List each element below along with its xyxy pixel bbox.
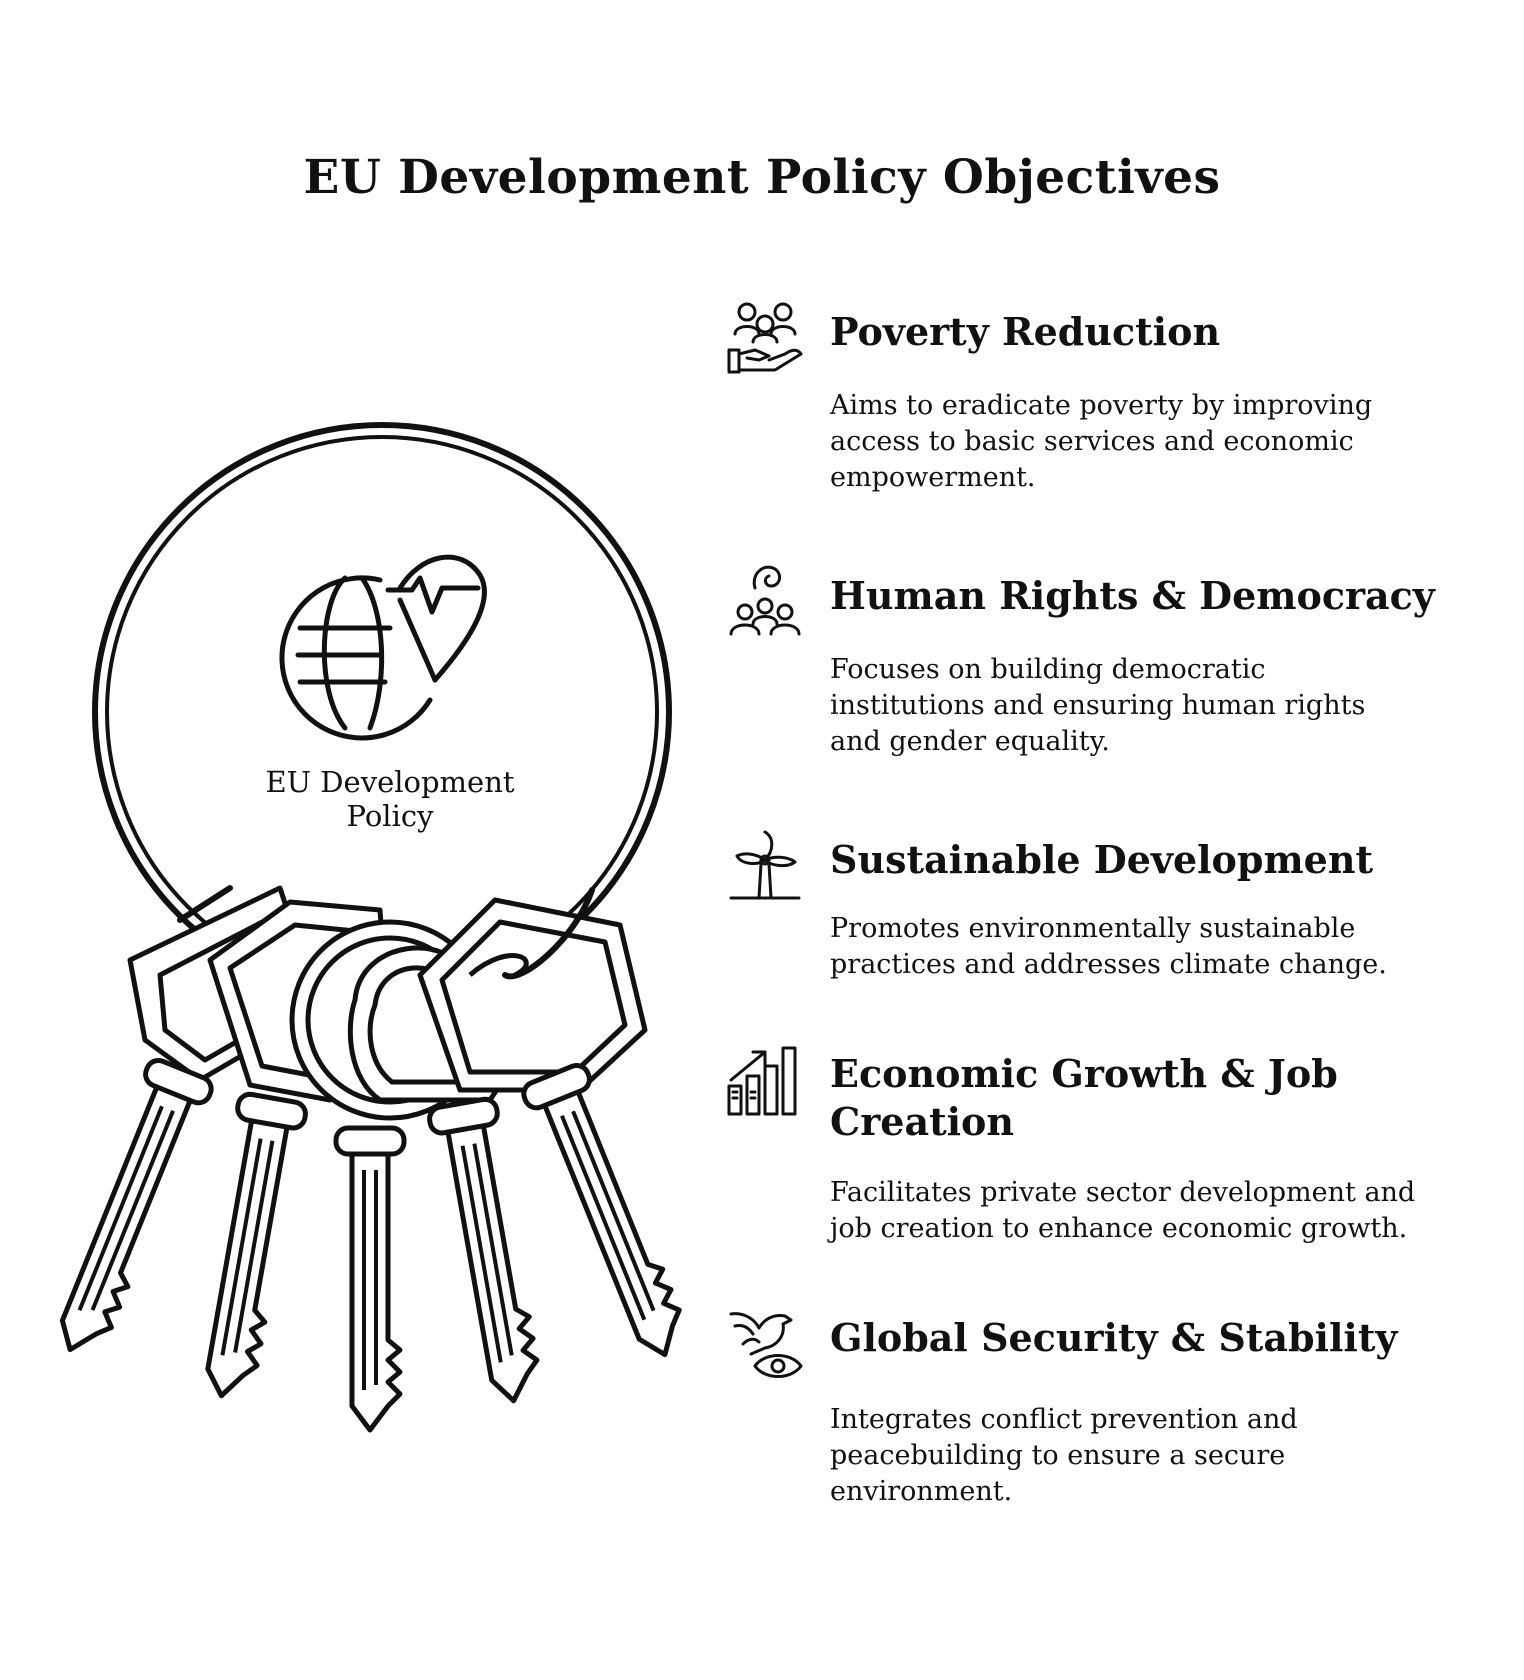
wind-turbine-icon [725, 826, 805, 906]
objective-description: Integrates conflict prevention and peacebuilding to ensure a secure environment. [830, 1404, 1298, 1507]
objective-description: Promotes environmentally sustainable practices and addresses climate change. [830, 913, 1387, 980]
objective-description: Aims to eradicate poverty by improving access to basic services and economic empowerment. [830, 390, 1373, 493]
people-group-icon [725, 562, 805, 642]
objective-heading: Global Security & Stability [830, 1315, 1398, 1360]
objective-heading: Economic Growth & Job Creation [830, 1051, 1338, 1144]
people-in-hand-icon [725, 298, 805, 378]
hero-label: EU Development Policy [265, 765, 515, 833]
page-title: EU Development Policy Objectives [303, 150, 1221, 205]
objective-heading: Human Rights & Democracy [830, 573, 1435, 618]
keyring-illustration [0, 0, 720, 1460]
growth-chart-icon [725, 1040, 805, 1120]
objective-description: Focuses on building democratic institutions and ensuring human rights and gender equality. [830, 654, 1366, 757]
dove-eye-icon [725, 1304, 805, 1384]
objective-heading: Poverty Reduction [830, 309, 1221, 354]
globe-heartbeat-icon [282, 557, 484, 738]
objective-description: Facilitates private sector development and job creation to enhance economic growth. [830, 1177, 1416, 1244]
objective-heading: Sustainable Development [830, 837, 1374, 882]
